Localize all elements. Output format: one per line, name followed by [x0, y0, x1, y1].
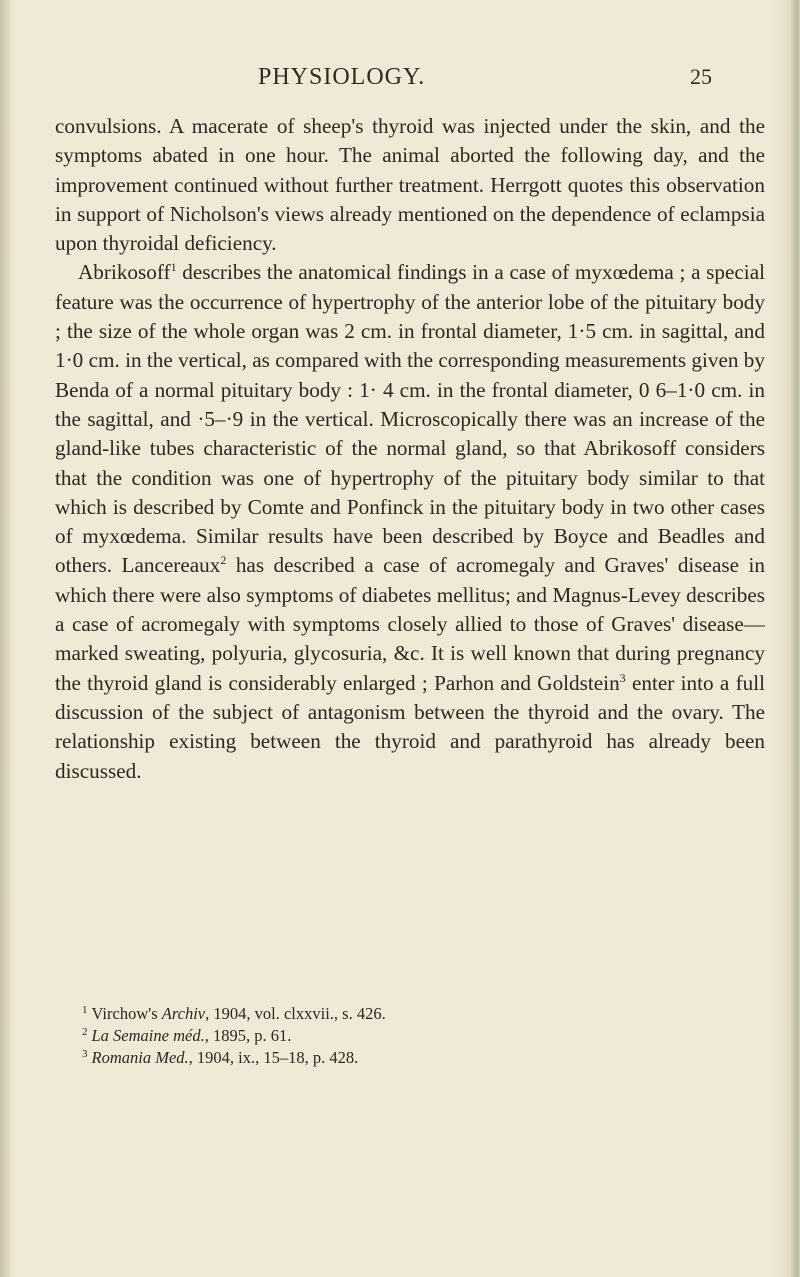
footnote-2-citation: , 1895, p. 61.: [204, 1026, 292, 1045]
footnote-3-number: 3: [82, 1048, 88, 1060]
footnote-3-citation: , 1904, ix., 15–18, p. 428.: [188, 1048, 359, 1067]
paragraph-2-text-c: has described a case of acromegaly and Graves' disease in which there were also symptoms of diabetes mellitus; and Magnus-Levey describes a case of acromegaly with symptoms closely allied to those of Graves' disease—marked sweating, polyuria, glycosuria, &c. It is well known that during pregnancy the thyroid gland is considerably enlarged ; Parhon and Goldstein: [55, 553, 765, 695]
footnote-ref-2: 2: [220, 553, 227, 568]
body-text: [55, 112, 765, 786]
page-number: 25: [690, 64, 712, 89]
footnote-1-citation: , 1904, vol. clxxvii., s. 426.: [205, 1004, 386, 1023]
paragraph-2: [55, 258, 765, 785]
footnote-1-title: Archiv: [161, 1004, 206, 1023]
footnote-1-number: 1: [82, 1004, 88, 1016]
footnote-3: [82, 1047, 702, 1069]
page-gutter-shadow: [0, 0, 10, 1277]
footnote-2-number: 2: [82, 1026, 88, 1038]
paragraph-2-text-a: Abrikosoff: [78, 260, 171, 285]
footnote-3-title: Romania Med.: [91, 1048, 189, 1067]
footnote-1: [82, 1003, 702, 1025]
footnote-2: [82, 1025, 702, 1047]
footnote-1-text: Virchow's: [91, 1004, 162, 1023]
footnote-ref-1: 1: [170, 260, 177, 275]
footnotes: [82, 1003, 702, 1069]
paragraph-2-text-b: describes the anatomical findings in a case of myxœdema ; a special feature was the occurrence of hypertrophy of the anterior lobe of the pituitary body ; the size of the whole organ was 2 cm. in frontal diameter, 1·5 cm. in sagittal, and 1·0 cm. in the vertical, as compared with the corresponding measurements given by Benda of a normal pituitary body : 1· 4 cm. in the frontal diameter, 0 6–1·0 cm. in the sagittal, and ·5–·9 in the vertical. Microscopically there was an increase of the gland-like tubes characteristic of the normal gland, so that Abrikosoff considers that the condition was one of hypertrophy of the pituitary body similar to that which is described by Comte and Ponfinck in the pituitary body in two other cases of myxœdema. Similar results have been described by Boyce and Beadles and others. Lancereaux: [55, 260, 765, 578]
running-head: PHYSIOLOGY.: [258, 64, 426, 90]
footnote-ref-3: 3: [619, 670, 626, 685]
footnote-2-title: La Semaine méd.: [91, 1026, 205, 1045]
paragraph-2-text-d: enter into a full discussion of the subject of antagonism between the thyroid and the ovary. The relationship existing between the thyroid and parathyroid has already been discussed.: [55, 670, 765, 783]
page-edge: [790, 0, 800, 1277]
paragraph-1: convulsions. A macerate of sheep's thyroid was injected under the skin, and the symptoms abated in one hour. The animal aborted the following day, and the improvement continued without further treatment. Herrgott quotes this observation in support of Nicholson's views already mentioned on the dependence of eclampsia upon thyroidal deficiency.: [55, 114, 765, 256]
